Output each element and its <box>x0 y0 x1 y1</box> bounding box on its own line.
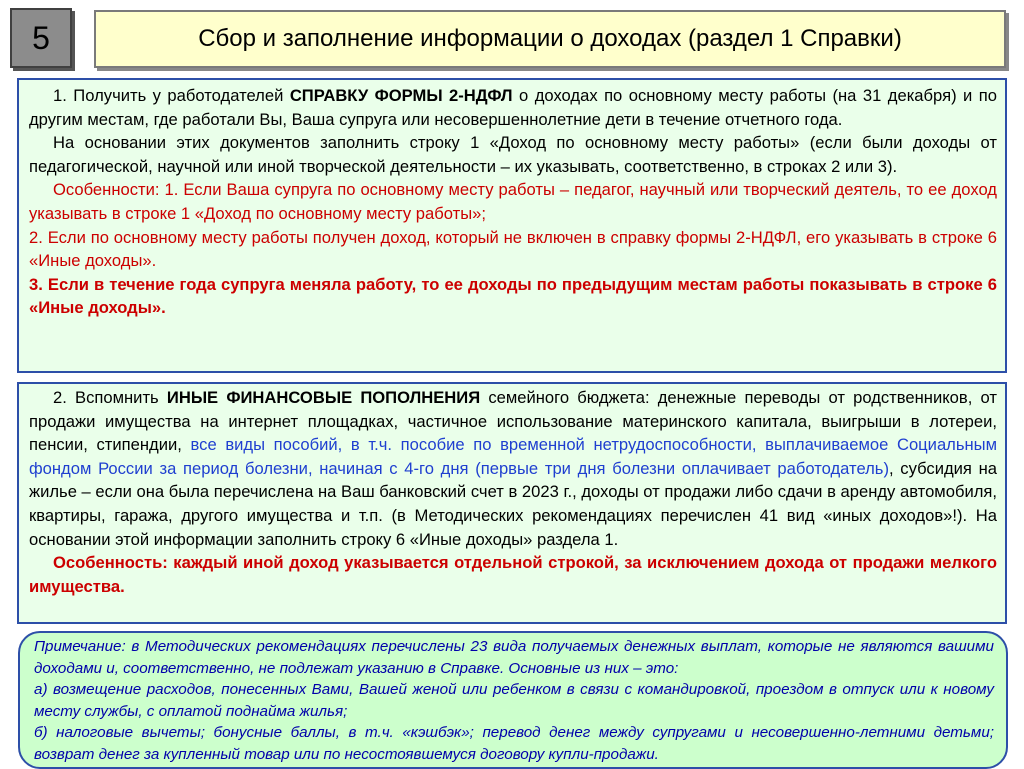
ndfl-form-heading: СПРАВКУ ФОРМЫ 2-НДФЛ <box>289 86 513 105</box>
other-income-feature: Особенность: каждый иной доход указывается отдельной строкой, за исключением дохода от продажи мелкого имущества. <box>29 553 997 596</box>
note-box <box>18 631 1008 769</box>
ndfl-info-box <box>17 78 1007 373</box>
other-income-heading: ИНЫЕ ФИНАНСОВЫЕ ПОПОЛНЕНИЯ <box>166 388 481 407</box>
ndfl-text-start: 1. Получить у работодателей <box>53 86 290 105</box>
other-income-text-1: семейного бюджета: денежные переводы от родственников, от продажи имущества на интернет площадках, частичное использование материнского капитала, выигрыши в лотереи, пенсии, стипендии, <box>29 388 997 455</box>
note-intro: Примечание: в Методических рекомендациях перечислены 23 вида получаемых денежных выплат, которые не являются вашими доходами и, соответственно, не подлежат указанию в Справке. Основные из них – это: <box>34 638 994 677</box>
feature-1: Особенности: 1. Если Ваша супруга по основному месту работы – педагог, научный или творческий деятель, то ее доход указывать в строке 1 «Доход по основному месту работы»; <box>29 180 997 223</box>
other-income-paragraph <box>29 386 997 551</box>
other-income-text-start: 2. Вспомнить <box>53 388 167 407</box>
other-income-text-2: , субсидия на жилье – если она была перечислена на Ваш банковский счет в 2023 г., доходы от продажи либо сдачи в аренду автомобиля, квартиры, гаража, другого имущества и т.п. (в Методических рекомендациях перечислен 41 вид «иных доходов»!). На основании этой информации заполнить строку 6 «Иные доходы» раздела 1. <box>29 458 998 549</box>
ndfl-paragraph <box>29 84 997 131</box>
benefits-text: все виды пособий, в т.ч. пособие по временной нетрудоспособности, выплачиваемое Социальным фондом России за период болезни, начиная с 4-го дня (первые три дня болезни оплачивает работодатель) <box>29 435 997 478</box>
other-income-box <box>17 382 1007 624</box>
feature-3: 3. Если в течение года супруга меняла работу, то ее доходы по предыдущим местам работы показывать в строке 6 «Иные доходы». <box>29 274 997 318</box>
feature-2: 2. Если по основному месту работы получен доход, который не включен в справку формы 2-НДФЛ, его указывать в строке 6 «Иные доходы». <box>29 227 997 271</box>
ndfl-text-end: о доходах по основному месту работы (на 31 декабря) и по другим местам, где работали Вы, Ваша супруга или несовершеннолетние дети в течение отчетного года. <box>29 86 997 129</box>
note-item-b: б) налоговые вычеты; бонусные баллы, в т.ч. «кэшбэк»; перевод денег между супругами и несовершенно-летними детьми; возврат денег за купленный товар или по несостоявшемуся договору купли-продажи. <box>34 724 994 763</box>
note-item-a: а) возмещение расходов, понесенных Вами, Вашей женой или ребенком в связи с командировкой, проездом в отпуск или к новому месту службы, с оплатой поднайма жилья; <box>34 681 994 720</box>
page-title: Сбор и заполнение информации о доходах (раздел 1 Справки) <box>94 10 1006 68</box>
slide-number: 5 <box>10 8 72 68</box>
line1-instruction: На основании этих документов заполнить строку 1 «Доход по основному месту работы» (если были доходы от педагогической, научной или иной творческой деятельности – их указывать, соответственно, в строках 2 или 3). <box>29 133 997 176</box>
